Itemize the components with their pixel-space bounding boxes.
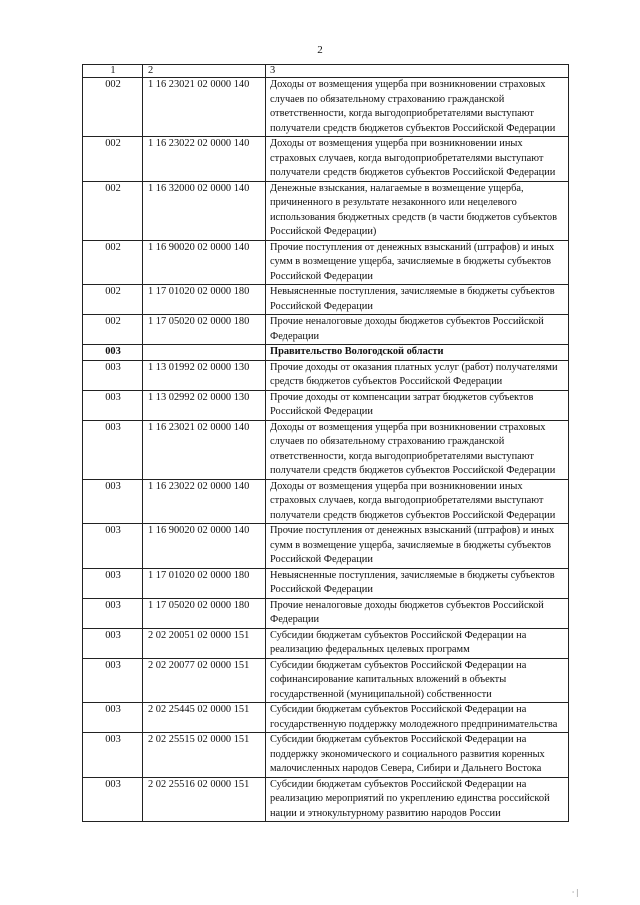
description-cell: Прочие доходы от оказания платных услуг (работ) получателями средств бюджетов субъектов Российской Федерации (266, 360, 569, 390)
revenue-code-cell: 1 17 01020 02 0000 180 (143, 568, 266, 598)
description-cell: Субсидии бюджетам субъектов Российской Федерации на софинансирование капитальных вложений в объекты государственной (муниципальной) собственности (266, 658, 569, 703)
table-row (83, 390, 569, 420)
revenue-code-cell: 1 16 23021 02 0000 140 (143, 78, 266, 137)
revenue-code-cell: 1 13 01992 02 0000 130 (143, 360, 266, 390)
table-row (83, 568, 569, 598)
revenue-code-cell: 1 16 23022 02 0000 140 (143, 137, 266, 182)
table-row (83, 658, 569, 703)
revenue-code-cell: 2 02 20051 02 0000 151 (143, 628, 266, 658)
revenue-code-cell: 1 13 02992 02 0000 130 (143, 390, 266, 420)
revenue-code-cell: 2 02 20077 02 0000 151 (143, 658, 266, 703)
description-cell: Доходы от возмещения ущерба при возникновении иных страховых случаев, когда выгодоприобретателями выступают получатели средств бюджетов субъектов Российской Федерации (266, 137, 569, 182)
table-row (83, 479, 569, 524)
revenue-code-cell: 1 17 05020 02 0000 180 (143, 598, 266, 628)
revenue-code-cell: 1 16 90020 02 0000 140 (143, 240, 266, 285)
revenue-codes-table (82, 64, 569, 822)
section-header-row (83, 345, 569, 361)
admin-code-cell: 002 (83, 315, 143, 345)
admin-code-cell: 002 (83, 285, 143, 315)
table-row (83, 78, 569, 137)
admin-code-cell: 003 (83, 345, 143, 361)
table-row (83, 628, 569, 658)
description-cell: Прочие поступления от денежных взысканий (штрафов) и иных сумм в возмещение ущерба, зачисляемые в бюджеты субъектов Российской Федерации (266, 240, 569, 285)
admin-code-cell: 003 (83, 479, 143, 524)
table-row (83, 240, 569, 285)
revenue-code-cell: 1 16 32000 02 0000 140 (143, 181, 266, 240)
description-cell: Прочие неналоговые доходы бюджетов субъектов Российской Федерации (266, 315, 569, 345)
table-row (83, 733, 569, 778)
table-row (83, 524, 569, 569)
admin-code-cell: 003 (83, 628, 143, 658)
revenue-code-cell: 2 02 25516 02 0000 151 (143, 777, 266, 822)
admin-code-cell: 003 (83, 360, 143, 390)
description-cell: Субсидии бюджетам субъектов Российской Федерации на реализацию федеральных целевых программ (266, 628, 569, 658)
description-cell: Прочие неналоговые доходы бюджетов субъектов Российской Федерации (266, 598, 569, 628)
table-row (83, 703, 569, 733)
admin-code-cell: 003 (83, 390, 143, 420)
table-row (83, 420, 569, 479)
revenue-code-cell: 1 16 90020 02 0000 140 (143, 524, 266, 569)
revenue-code-cell: 1 17 01020 02 0000 180 (143, 285, 266, 315)
description-cell: Прочие поступления от денежных взысканий (штрафов) и иных сумм в возмещение ущерба, зачисляемые в бюджеты субъектов Российской Федерации (266, 524, 569, 569)
header-col-3: 3 (266, 65, 569, 78)
table-row (83, 598, 569, 628)
description-cell: Субсидии бюджетам субъектов Российской Федерации на государственную поддержку молодежного предпринимательства (266, 703, 569, 733)
table-row (83, 181, 569, 240)
description-cell: Доходы от возмещения ущерба при возникновении страховых случаев по обязательному страхованию гражданской ответственности, когда выгодоприобретателями выступают получатели средств бюджетов субъектов Российской Федерации (266, 78, 569, 137)
table-row (83, 315, 569, 345)
description-cell: Невыясненные поступления, зачисляемые в бюджеты субъектов Российской Федерации (266, 285, 569, 315)
admin-code-cell: 002 (83, 137, 143, 182)
admin-code-cell: 003 (83, 703, 143, 733)
admin-code-cell: 003 (83, 733, 143, 778)
description-cell: Доходы от возмещения ущерба при возникновении иных страховых случаев, когда выгодоприобретателями выступают получатели средств бюджетов субъектов Российской Федерации (266, 479, 569, 524)
revenue-code-cell: 2 02 25515 02 0000 151 (143, 733, 266, 778)
admin-code-cell: 002 (83, 181, 143, 240)
description-cell: Невыясненные поступления, зачисляемые в бюджеты субъектов Российской Федерации (266, 568, 569, 598)
admin-code-cell: 003 (83, 777, 143, 822)
table-row (83, 777, 569, 822)
table-row (83, 137, 569, 182)
admin-code-cell: 003 (83, 524, 143, 569)
corner-mark: · | (571, 888, 578, 897)
description-cell: Субсидии бюджетам субъектов Российской Федерации на поддержку экономического и социального развития коренных малочисленных народов Севера, Сибири и Дальнего Востока (266, 733, 569, 778)
admin-code-cell: 003 (83, 598, 143, 628)
revenue-code-cell: 1 16 23021 02 0000 140 (143, 420, 266, 479)
description-cell: Доходы от возмещения ущерба при возникновении страховых случаев по обязательному страхованию гражданской ответственности, когда выгодоприобретателями выступают получатели средств бюджетов субъектов Российской Федерации (266, 420, 569, 479)
revenue-code-cell (143, 345, 266, 361)
table-row (83, 285, 569, 315)
header-col-2: 2 (143, 65, 266, 78)
table-row (83, 360, 569, 390)
revenue-code-cell: 1 17 05020 02 0000 180 (143, 315, 266, 345)
admin-code-cell: 003 (83, 658, 143, 703)
page-number: 2 (317, 44, 323, 56)
description-cell: Субсидии бюджетам субъектов Российской Федерации на реализацию мероприятий по укреплению единства российской нации и этнокультурному развитию народов России (266, 777, 569, 822)
table-header-row (83, 65, 569, 78)
admin-code-cell: 002 (83, 240, 143, 285)
revenue-code-cell: 1 16 23022 02 0000 140 (143, 479, 266, 524)
admin-code-cell: 002 (83, 78, 143, 137)
description-cell: Прочие доходы от компенсации затрат бюджетов субъектов Российской Федерации (266, 390, 569, 420)
revenue-code-cell: 2 02 25445 02 0000 151 (143, 703, 266, 733)
description-cell: Денежные взыскания, налагаемые в возмещение ущерба, причиненного в результате незаконного или нецелевого использования бюджетных средств (в части бюджетов субъектов Российской Федерации) (266, 181, 569, 240)
header-col-1: 1 (83, 65, 143, 78)
admin-code-cell: 003 (83, 568, 143, 598)
description-cell: Правительство Вологодской области (266, 345, 569, 361)
admin-code-cell: 003 (83, 420, 143, 479)
